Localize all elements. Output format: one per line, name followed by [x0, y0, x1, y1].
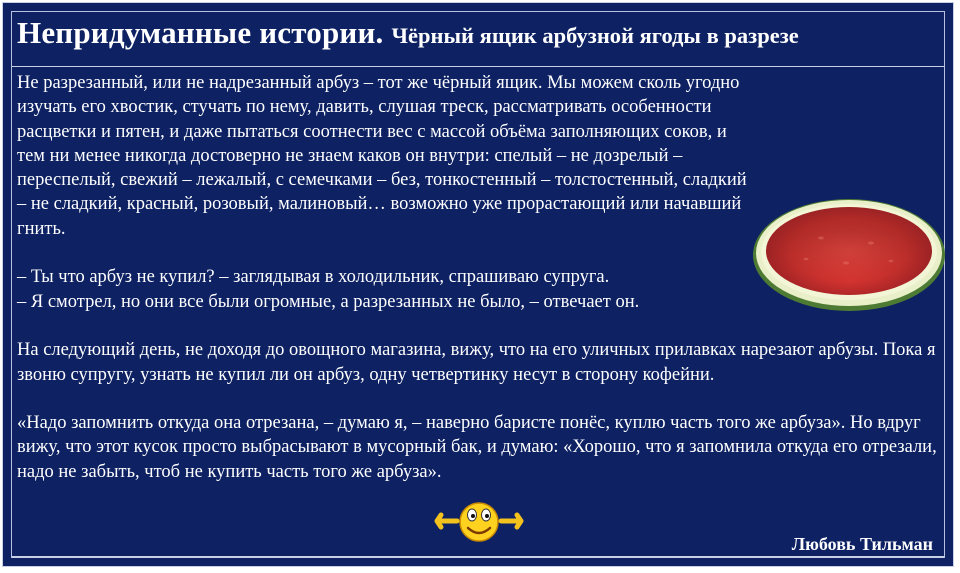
watermelon-slice-icon — [751, 193, 947, 313]
page-title — [17, 17, 799, 48]
title-main: Непридуманные истории. — [17, 15, 384, 50]
bottom-divider — [12, 556, 944, 558]
top-divider — [12, 66, 944, 67]
dialogue-line-question: – Ты что арбуз не купил? – заглядывая в холодильник, спрашиваю супруга. — [17, 267, 610, 288]
story-card — [2, 2, 954, 567]
smiley-emoticon-icon — [433, 499, 525, 543]
paragraph-next-day: На следующий день, не доходя до овощного магазина, вижу, что на его уличных прилавках нарезают арбузы. Пока я звоню супругу, узнать не купил ли он арбуз, одну четвертинку несут в сторону кофейни. — [17, 340, 936, 385]
paragraph-thought: «Надо запомнить откуда она отрезана, – думаю я, – наверно баристе понёс, куплю часть того же арбуза». Но вдруг вижу, что этот кусок просто выбрасывают в мусорный бак, и думаю: «Хорошо, что я запомнила откуда его отрезали, надо не забыть, чтоб не купить часть того же арбуза». — [17, 413, 937, 482]
paragraph-intro-text: Не разрезанный, или не надрезанный арбуз – тот же чёрный ящик. Мы можем сколь угодно изучать его хвостик, стучать по нему, давить, слушая треск, рассматривать особенности расцветки и пятен, и даже пытаться соотнести вес с массой объёма заполняющих соков, и тем ни менее никогда достоверно не знаем каков он внутри: спелый – не дозрелый – переспелый, свежий – лежалый, с семечками – без, тонкостенный – толстостенный, сладкий – не сладкий, красный, розовый, малиновый… возможно уже прорастающий или начавший гнить. — [17, 73, 747, 239]
dialogue-line-answer: – Я смотрел, но они все были огромные, а разрезанных не было, – отвечает он. — [17, 291, 640, 312]
title-sub: Чёрный ящик арбузной ягоды в разрезе — [391, 23, 799, 48]
author-signature: Любовь Тильман — [791, 534, 933, 554]
